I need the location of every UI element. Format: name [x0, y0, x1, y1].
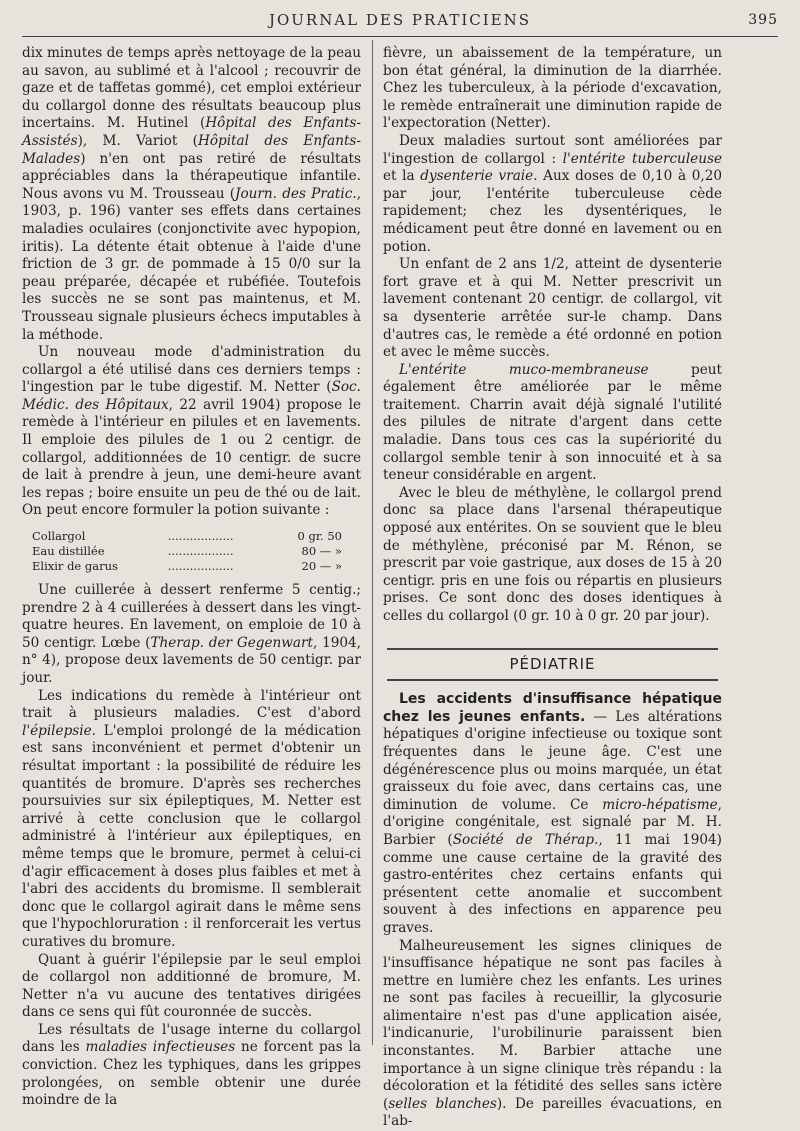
recipe-table	[32, 529, 342, 574]
paragraph: Avec le bleu de méthylène, le collargol prend donc sa place dans l'arsenal thérapeutique opposé aux entérites. On se souvient que le bleu de méthylène, préconisé par M. Rénon, se prescrit par voie gastrique, aux doses de 15 à 20 centigr. pris en une fois ou répartis en plusieurs prises. Ce sont donc des doses identiques à celles du collargol (0 gr. 10 à 0 gr. 20 par jour).	[383, 485, 722, 626]
paragraph: Les indications du remède à l'intérieur ont trait à plusieurs maladies. C'est d'abord l'épilepsie. L'emploi prolongé de la médication est sans inconvénient et permet d'obtenir un résultat important : la possibilité de réduire les quantités de bromure. D'après ses recherches poursuivies sur six épileptiques, M. Netter est arrivé à cette conclusion que le collargol administré à l'intérieur aux épileptiques, en même temps que le bromure, permet à celui-ci d'agir efficacement à doses plus faibles et met à l'abri des accidents du bromisme. Il semblerait donc que le collargol agirait dans le même sens que l'hypochloruration : il renforcerait les vertus curatives du bromure.	[22, 688, 361, 952]
recipe-row: Elixir de garus .................. 20 — »	[32, 559, 342, 574]
paragraph: fièvre, un abaissement de la température, un bon état général, la diminution de la diarrhée. Chez les tuberculeux, à la période d'excavation, le remède entraînerait une diminution rapide de l'expectoration (Netter).	[383, 45, 722, 133]
recipe-row: Eau distillée .................. 80 — »	[32, 544, 342, 559]
paragraph: Un enfant de 2 ans 1/2, atteint de dysenterie fort grave et à qui M. Netter prescrivit un lavement contenant 20 centigr. de collargol, vit sa dysenterie arrêtée sur-le champ. Dans d'autres cas, le remède a été ordonné en potion et avec le même succès.	[383, 256, 722, 362]
recipe-row: Collargol .................. 0 gr. 50	[32, 529, 342, 544]
section-title: PÉDIATRIE	[383, 656, 722, 674]
paragraph: Les résultats de l'usage interne du collargol dans les maladies infectieuses ne forcent pas la conviction. Chez les typhiques, dans les grippes prolongées, on semble obtenir une durée moindre de la	[22, 1022, 361, 1110]
paragraph: Un nouveau mode d'administration du collargol a été utilisé dans ces derniers temps : l'ingestion par le tube digestif. M. Netter (Soc. Médic. des Hôpitaux, 22 avril 1904) propose le remède à l'intérieur en pilules et en lavements. Il emploie des pilules de 1 ou 2 centigr. de collargol, additionnées de 10 centigr. de sucre de lait à prendre à jeun, une demi-heure avant les repas ; boire ensuite un peu de thé ou de lait. On peut encore formuler la potion suivante :	[22, 344, 361, 520]
left-column	[22, 45, 361, 1110]
paragraph: Quant à guérir l'épilepsie par le seul emploi de collargol non additionné de bromure, M. Netter n'a vu aucune des tentatives dirigées dans ce sens qui fût couronnée de succès.	[22, 952, 361, 1022]
paragraph: Une cuillerée à dessert renferme 5 centig.; prendre 2 à 4 cuillerées à dessert dans les vingt-quatre heures. En lavement, on emploie de 10 à 50 centigr. Lœbe (Therap. der Gegenwart, 1904, n° 4), propose deux lavements de 50 centigr. par jour.	[22, 582, 361, 688]
section-rule-bottom	[387, 679, 718, 681]
paragraph: Les accidents d'insuffisance hépatique chez les jeunes enfants. — Les altérations hépatiques d'origine infectieuse ou toxique sont fréquentes dans le jeune âge. C'est une dégénérescence plus ou moins marquée, un état graisseux du foie avec, dans certains cas, une diminution de volume. Ce micro-hépatisme, d'origine congénitale, est signalé par M. H. Barbier (Société de Thérap., 11 mai 1904) comme une cause certaine de la gravité des gastro-entérites chez certains enfants qui présentent cette anomalie et succombent souvent à des infections en apparence peu graves.	[383, 691, 722, 937]
article-subheading: Les accidents d'insuffisance hépatique chez les jeunes enfants.	[383, 691, 722, 725]
journal-title: JOURNAL DES PRATICIENS	[269, 11, 531, 29]
paragraph: L'entérite muco-membraneuse peut également être améliorée par le même traitement. Charrin avait déjà signalé l'utilité des pilules de nitrate d'argent dans cette maladie. Dans tous ces cas la supériorité du collargol semble tenir à son innocuité et à sa teneur considérable en argent.	[383, 362, 722, 485]
section-rule-top	[387, 648, 718, 650]
paragraph: dix minutes de temps après nettoyage de la peau au savon, au sublimé et à l'alcool ; recouvrir de gaze et de taffetas gommé), cet emploi extérieur du collargol donne des résultats beaucoup plus incertains. M. Hutinel (Hôpital des Enfants-Assistés), M. Variot (Hôpital des Enfants-Malades) n'en ont pas retiré de résultats appréciables dans la thérapeutique infantile. Nous avons vu M. Trousseau (Journ. des Pratic., 1903, p. 196) vanter ses effets dans certaines maladies oculaires (conjonctivite avec hypopion, iritis). La détente était obtenue à l'aide d'une friction de 3 gr. de pommade à 15 0/0 sur la peau préparée, décapée et rubéfiée. Toutefois les succès ne se sont pas maintenus, et M. Trousseau signale plusieurs échecs imputables à la méthode.	[22, 45, 361, 344]
page-number: 395	[748, 12, 778, 28]
paragraph: Deux maladies surtout sont améliorées par l'ingestion de collargol : l'entérite tuberculeuse et la dysenterie vraie. Aux doses de 0,10 à 0,20 par jour, l'entérite tuberculeuse cède rapidement; chez les dysentériques, le médicament peut être donné en lavement ou en potion.	[383, 133, 722, 256]
column-divider	[372, 40, 373, 1045]
right-column	[383, 45, 722, 1131]
header-rule	[22, 36, 778, 37]
paragraph: Malheureusement les signes cliniques de l'insuffisance hépatique ne sont pas faciles à mettre en lumière chez les enfants. Les urines ne sont pas faciles à recueillir, la glycosurie alimentaire n'est pas d'une application aisée, l'indicanurie, l'urobilinurie paraissent bien inconstantes. M. Barbier attache une importance à un signe clinique très répandu : la décoloration et la fétidité des selles sans ictère (selles blanches). De pareilles évacuations, en l'ab-	[383, 938, 722, 1131]
page-header	[22, 6, 778, 34]
